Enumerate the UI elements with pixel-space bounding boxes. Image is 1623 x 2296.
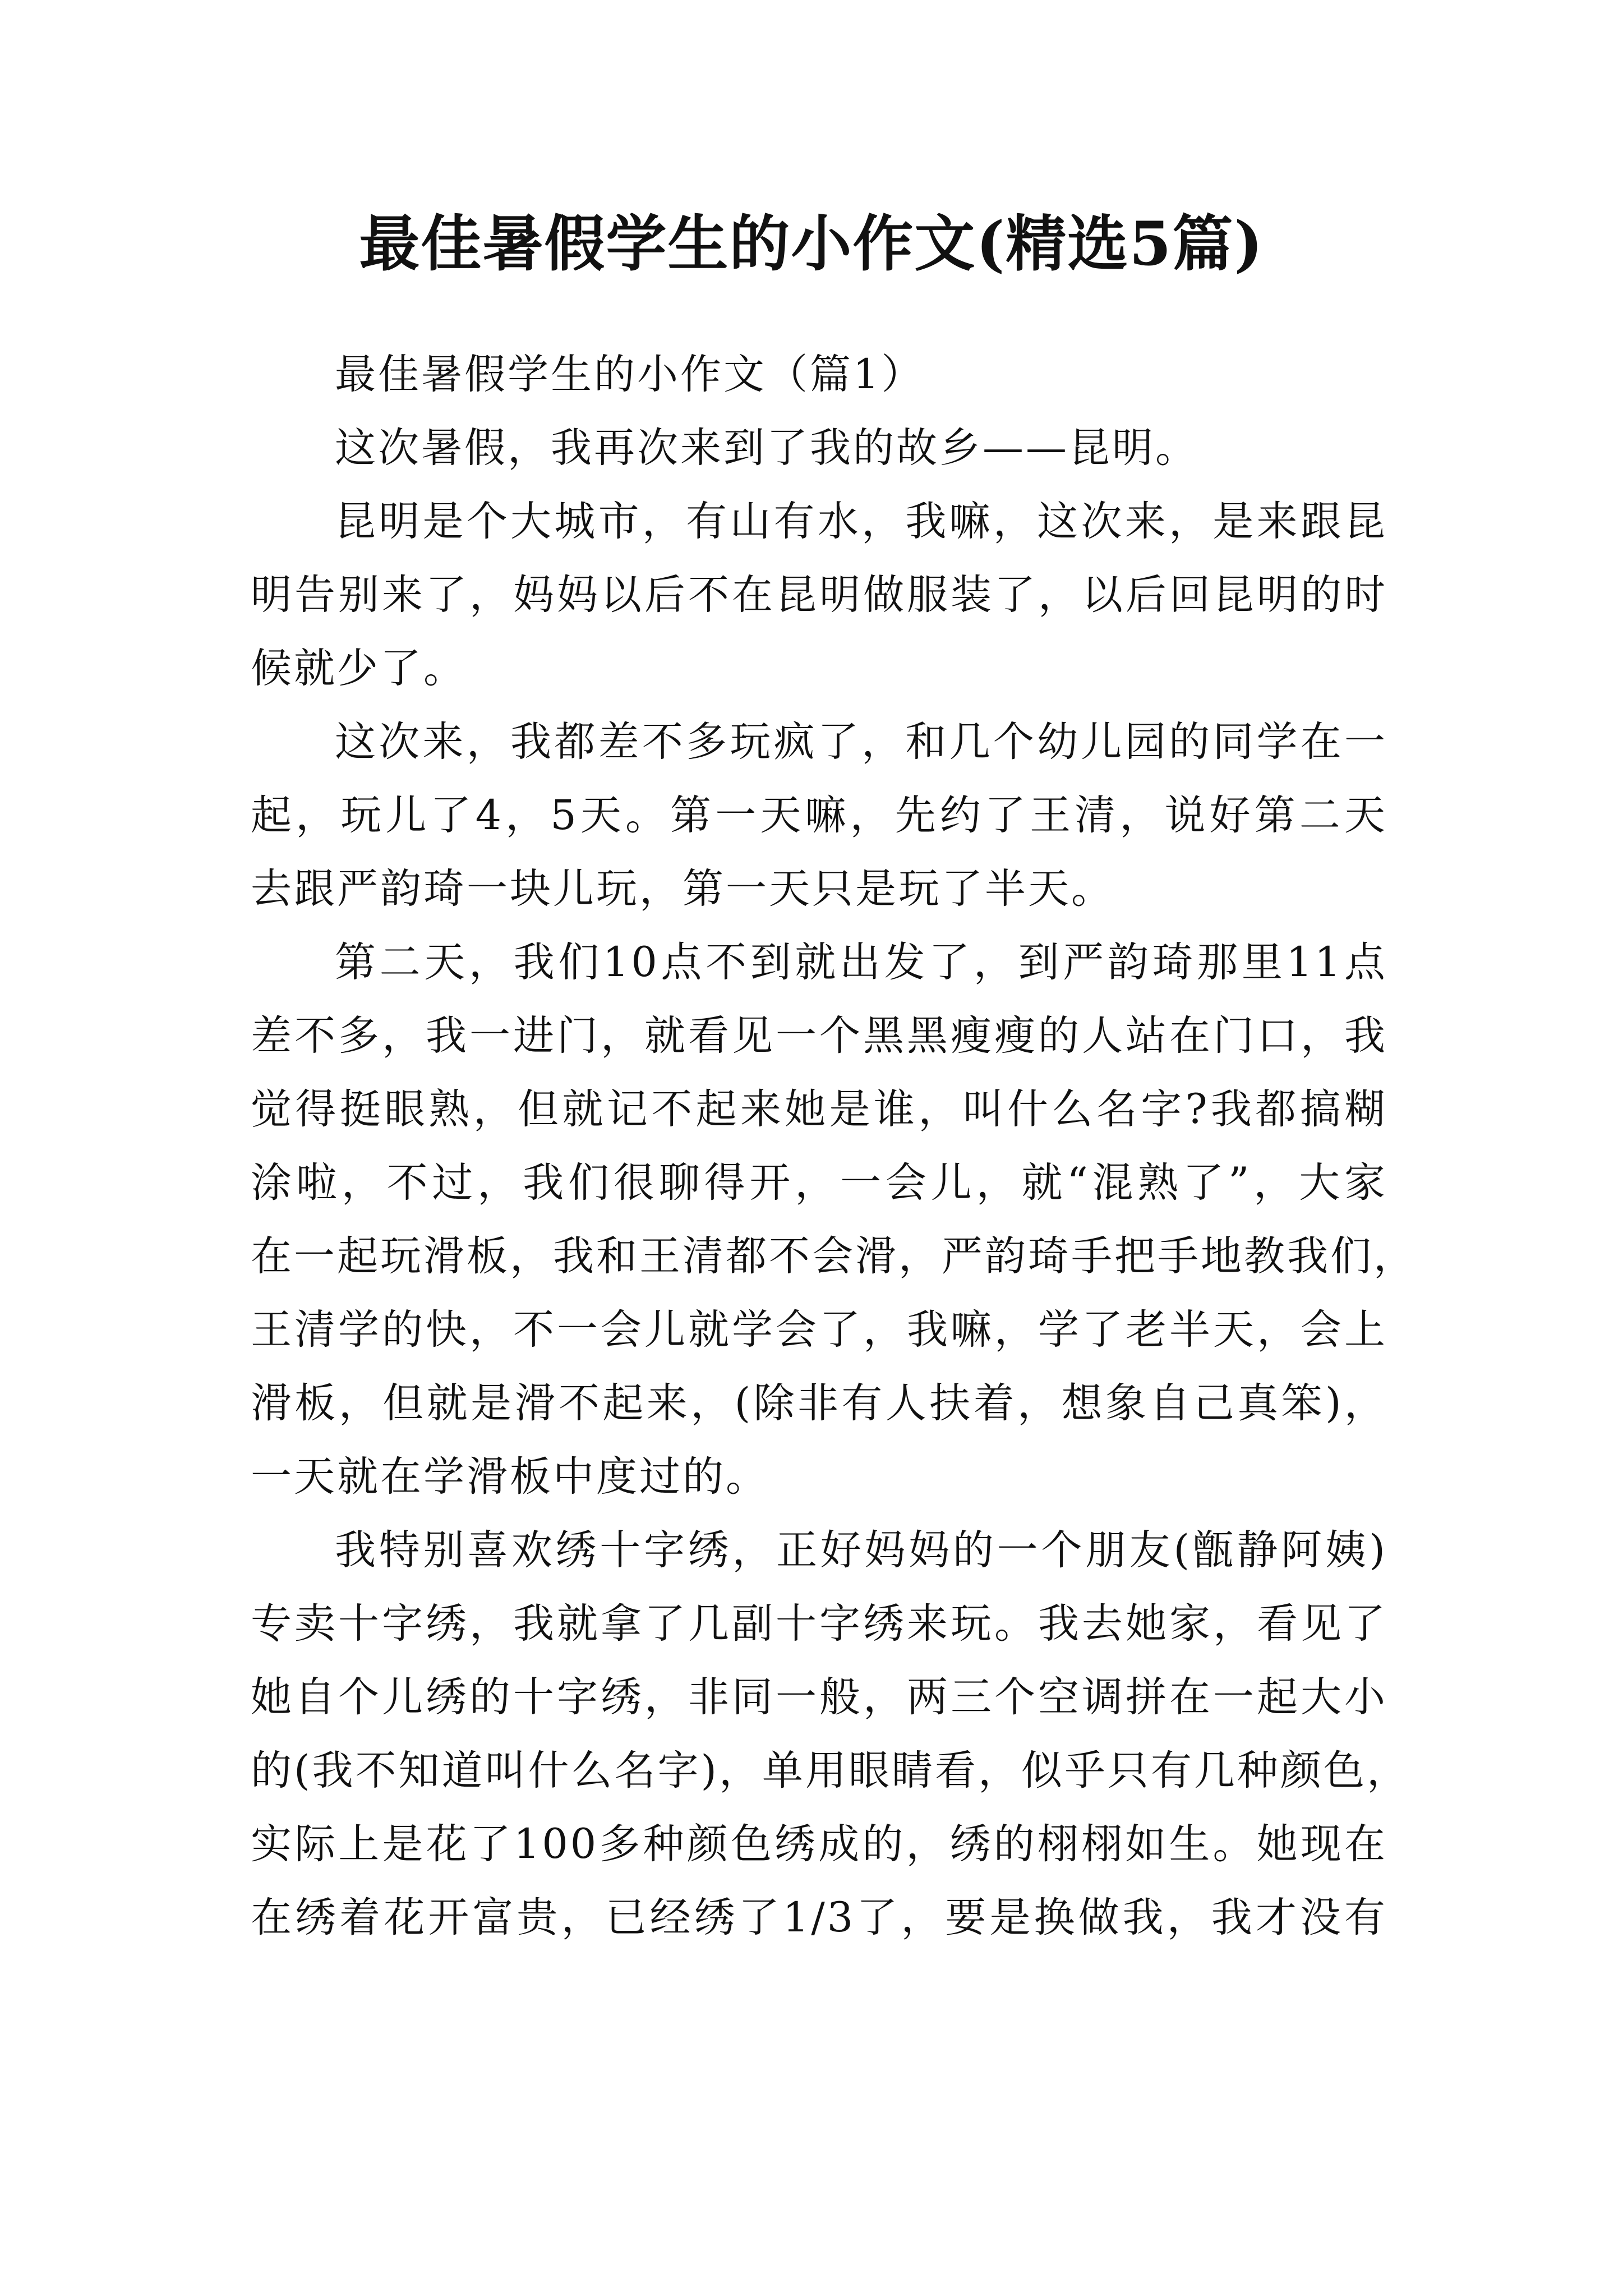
paragraph-line: 在一起玩滑板，我和王清都不会滑，严韵琦手把手地教我们， [251,1232,1417,1280]
paragraph-line: 差不多，我一进门，就看见一个黑黑瘦瘦的人站在门口，我 [251,1012,1387,1060]
paragraph-line: 起，玩儿了4，5天。第一天嘛，先约了王清，说好第二天 [251,792,1387,839]
paragraph-line: 去跟严韵琦一块儿玩，第一天只是玩了半天。 [251,865,1114,913]
paragraph-line: 滑板，但就是滑不起来，(除非有人扶着，想象自己真笨)， [251,1379,1387,1427]
document-body [251,338,1417,1954]
paragraph-line: 这次暑假，我再次来到了我的故乡——昆明。 [335,424,1198,472]
paragraph-line: 我特别喜欢绣十字绣，正好妈妈的一个朋友(甑静阿姨) [335,1526,1387,1574]
paragraph-line: 她自个儿绣的十字绣，非同一般，两三个空调拼在一起大小 [251,1673,1387,1721]
paragraph-line: 明告别来了，妈妈以后不在昆明做服装了，以后回昆明的时 [251,571,1387,619]
section-heading: 最佳暑假学生的小作文（篇1） [335,351,925,398]
paragraph-line: 第二天，我们10点不到就出发了，到严韵琦那里11点 [335,938,1387,986]
paragraph-line: 候就少了。 [251,645,467,692]
paragraph-line: 这次来，我都差不多玩疯了，和几个幼儿园的同学在一 [335,718,1387,766]
paragraph-line: 涂啦，不过，我们很聊得开，一会儿，就“混熟了”，大家 [251,1159,1387,1207]
paragraph-line: 王清学的快，不一会儿就学会了，我嘛，学了老半天，会上 [251,1306,1387,1354]
paragraph-line: 实际上是花了100多种颜色绣成的，绣的栩栩如生。她现在 [251,1820,1387,1868]
document-title: 最佳暑假学生的小作文(精选5篇) [359,209,1264,279]
paragraph-line: 的(我不知道叫什么名字)，单用眼睛看，似乎只有几种颜色， [251,1747,1410,1795]
paragraph-line: 觉得挺眼熟，但就记不起来她是谁，叫什么名字?我都搞糊 [251,1085,1387,1133]
paragraph-line: 一天就在学滑板中度过的。 [251,1453,769,1501]
paragraph-line: 专卖十字绣，我就拿了几副十字绣来玩。我去她家，看见了 [251,1600,1387,1648]
paragraph-line: 昆明是个大城市，有山有水，我嘛，这次来，是来跟昆 [335,498,1387,545]
paragraph-line: 在绣着花开富贵，已经绣了1/3了，要是换做我，我才没有 [251,1894,1387,1941]
